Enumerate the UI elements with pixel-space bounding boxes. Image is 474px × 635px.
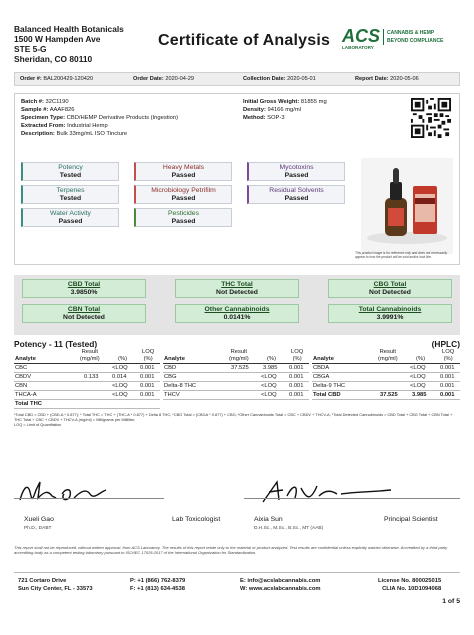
col-result-unit: (mg/ml) (80, 356, 100, 362)
summary-cbg-total (328, 279, 452, 298)
order-date-label: Order Date: (133, 76, 164, 82)
signature-area (14, 478, 460, 540)
pct-cell: 0.014 (112, 374, 127, 380)
pct-cell: <LOQ (261, 374, 277, 380)
table-header (163, 348, 309, 364)
result-cell: 37.525 (380, 392, 398, 398)
test-result: Passed (58, 218, 83, 225)
weight-info (243, 98, 327, 122)
pct-cell: <LOQ (112, 392, 128, 398)
col-result (378, 349, 398, 363)
sample-row (21, 106, 178, 114)
test-result: Tested (59, 195, 82, 202)
summary-value: Not Detected (63, 314, 105, 321)
col-loq (291, 349, 303, 363)
loq-cell: 0.001 (140, 374, 155, 380)
col-analyte: Analyte (15, 356, 36, 362)
logo-laboratory-text: LABORATORY (342, 45, 374, 50)
pct-cell: <LOQ (112, 383, 128, 389)
col-loq-label: LOQ (291, 349, 304, 355)
signer-1-credentials: Ph.D., DABT (24, 526, 52, 531)
potency-method: (HPLC) (431, 339, 460, 349)
sample-info (21, 98, 178, 138)
notes-line-1: *Total CBD = CBD + (CBD-A * 0.877); * Total THC = THC + (THC-A * 0.877) + Delta 8 THC; *CBG Total = (CBGA * 0.877) + CBG; *Other Cannabinoids Total = CBC + CBDV + THCV-A; *Total Detected Cannabinoids = CBD Total + CBG Total + CBN Total + THC Total + CBC + CBDV + THCV-A (mg/ml) = Milligrams per Milliliter, (14, 412, 453, 423)
analyte-cell: CBGA (313, 374, 330, 380)
col-result-label: Result (379, 349, 397, 355)
footer-phone-line[interactable]: P: +1 (866) 762-8379 (130, 578, 186, 584)
order-info-bar (14, 72, 460, 86)
logo-tagline-line-2: BEYOND COMPLIANCE (387, 38, 444, 44)
report-date-label: Report Date: (355, 76, 389, 82)
test-result: Passed (284, 172, 309, 179)
logo-tagline (383, 29, 443, 45)
col-analyte: Analyte (313, 356, 334, 362)
weight-row (243, 98, 327, 106)
loq-cell: 0.001 (289, 374, 304, 380)
col-result-unit: (mg/ml) (229, 356, 249, 362)
pct-cell: 3.985 (263, 365, 278, 371)
col-result-unit: (mg/ml) (378, 356, 398, 362)
signer-2-credentials: D.H.Sc., M.Sc., B.Sc., MT (AAB) (254, 526, 324, 531)
col-result-label: Result (230, 349, 248, 355)
density-row (243, 106, 327, 114)
sample-details-panel (14, 93, 460, 265)
test-result: Passed (171, 172, 196, 179)
summary-name: THC Total (221, 281, 253, 288)
test-microbiology[interactable] (134, 185, 232, 204)
summary-value: Not Detected (369, 289, 411, 296)
analyte-cell: THCA-A (15, 392, 37, 398)
pct-cell: <LOQ (410, 365, 426, 371)
pct-cell: 3.985 (412, 392, 427, 398)
table-row (163, 365, 309, 373)
collection-date (243, 76, 316, 82)
table-row (163, 392, 309, 400)
description-row (21, 130, 178, 138)
loq-cell: 0.001 (440, 383, 455, 389)
summary-value: 0.0141% (223, 314, 251, 321)
col-pct: (%) (118, 356, 128, 362)
client-city: Sheridan, CO 80110 (14, 54, 93, 64)
test-mycotoxins[interactable] (247, 162, 345, 181)
test-name: Terpenes (56, 187, 85, 194)
table-row (14, 392, 160, 400)
order-number-value: BAL200429-120420 (43, 76, 94, 82)
test-name: Potency (58, 164, 83, 171)
test-result: Passed (171, 218, 196, 225)
page-title: Certificate of Analysis (158, 32, 331, 49)
table-row (14, 401, 160, 409)
table-row (14, 374, 160, 382)
summary-name: CBG Total (373, 281, 407, 288)
footer-website-link[interactable]: W: www.acslabcannabis.com (240, 586, 321, 592)
test-result: Passed (284, 195, 309, 202)
summary-cbd-total (22, 279, 146, 298)
footer-contact (240, 577, 321, 593)
footer-address-line-1: 721 Cortaro Drive (18, 578, 67, 584)
signature-xueli-gao (14, 478, 144, 506)
summary-name: Total Cannabinoids (358, 306, 422, 313)
signer-2-title: Principal Scientist (384, 516, 438, 523)
analyte-cell: CBG (164, 374, 177, 380)
analyte-cell: CBN (15, 383, 28, 389)
extracted-row (21, 122, 178, 130)
client-name: Balanced Health Botanicals (14, 24, 124, 34)
result-cell: 0.133 (84, 374, 99, 380)
page-number: 1 of 5 (442, 598, 460, 605)
analyte-cell: CBC (15, 365, 28, 371)
photo-caption: This product image is for reference only and does not necessarily appear to how the product will be sold and/or look like. (355, 251, 448, 259)
table-row (14, 365, 160, 373)
loq-cell: 0.001 (289, 383, 304, 389)
method-value: SOP-3 (267, 115, 285, 121)
footer-address (18, 577, 93, 593)
footer-phone (130, 577, 185, 593)
summary-total-cannabinoids (328, 304, 452, 323)
sample-label: Sample #: (21, 107, 49, 113)
footer-license-number: License No. 800025015 (378, 578, 442, 584)
specimen-value: CBD/HEMP Derivative Products (Ingestion) (66, 115, 179, 121)
pct-cell: <LOQ (261, 392, 277, 398)
disclaimer-text: This report shall not be reproduced, without written approval, from ACS Laboratory. The results of this report relate only to the material or product analyzed. Test results are confidential unless explicitly waived otherwise. Accredited by a third party accrediting body as a competent testing laboratory pursuant to ISO/IEC 17025:2017 of the International Organization for Standardization. (14, 545, 448, 556)
analyte-cell: CBD (164, 365, 177, 371)
calculation-notes (14, 412, 460, 428)
weight-value: 81855 mg (300, 99, 327, 105)
test-result: Passed (171, 195, 196, 202)
footer-license (378, 577, 441, 593)
analyte-cell: CBDA (313, 365, 330, 371)
test-name: Residual Solvents (269, 187, 324, 194)
signer-1-name: Xueli Gao (24, 516, 54, 523)
collection-date-label: Collection Date: (243, 76, 286, 82)
col-result-label: Result (81, 349, 99, 355)
test-name: Microbiology Petrifilm (151, 187, 216, 194)
method-label: Method: (243, 115, 266, 121)
table-row (312, 365, 460, 373)
table-row (312, 392, 460, 400)
col-pct: (%) (267, 356, 277, 362)
acs-logo (342, 28, 462, 52)
test-name: Mycotoxins (279, 164, 314, 171)
test-water-activity[interactable] (21, 208, 119, 227)
extracted-label: Extracted From: (21, 123, 66, 129)
pct-cell: <LOQ (112, 365, 128, 371)
col-loq-unit: (%) (292, 356, 302, 362)
specimen-label: Specimen Type: (21, 115, 66, 121)
potency-title: Potency - 11 (Tested) (14, 339, 98, 349)
col-loq (442, 349, 454, 363)
table-row (163, 383, 309, 391)
description-value: Bulk 33mg/mL ISO Tincture (56, 131, 128, 137)
order-date-value: 2020-04-29 (165, 76, 194, 82)
test-name: Water Activity (50, 210, 91, 217)
analyte-cell: Total CBD (313, 392, 341, 398)
col-analyte: Analyte (164, 356, 185, 362)
col-loq-unit: (%) (143, 356, 153, 362)
test-name: Heavy Metals (162, 164, 205, 171)
pct-cell: <LOQ (410, 374, 426, 380)
logo-acs-text: ACS (342, 26, 381, 46)
test-residual-solvents[interactable] (247, 185, 345, 204)
client-address-line-1: 1500 W Hampden Ave (14, 34, 101, 44)
table-row (312, 383, 460, 391)
client-address-line-2: STE 5-G (14, 44, 47, 54)
order-date (133, 76, 194, 82)
analyte-cell: Delta-9 THC (313, 383, 346, 389)
signature-line-1 (14, 498, 164, 499)
analyte-cell: CBDV (15, 374, 32, 380)
summary-cbn-total (22, 304, 146, 323)
loq-cell: 0.001 (440, 365, 455, 371)
col-loq-label: LOQ (442, 349, 455, 355)
footer-email-link[interactable]: E: info@acslabcannabis.com (240, 578, 321, 584)
test-potency[interactable] (21, 162, 119, 181)
pct-cell: <LOQ (261, 383, 277, 389)
result-cell: 37.525 (231, 365, 249, 371)
summary-name: CBN Total (67, 306, 101, 313)
order-number (20, 76, 93, 82)
footer-fax-line: F: +1 (813) 634-4538 (130, 586, 185, 592)
client-address-block (14, 24, 124, 64)
analyte-cell: Delta-8 THC (164, 383, 197, 389)
qr-code-icon[interactable] (411, 98, 451, 138)
loq-cell: 0.001 (140, 383, 155, 389)
report-header (0, 0, 474, 70)
col-loq-unit: (%) (443, 356, 453, 362)
extracted-value: Industrial Hemp (67, 123, 108, 129)
footer (14, 572, 460, 596)
report-date-value: 2020-05-06 (390, 76, 419, 82)
cannabinoid-summary (14, 275, 460, 335)
analyte-cell: Total THC (15, 401, 42, 407)
table-header (14, 348, 160, 364)
footer-clia-number: CLIA No. 10D1094068 (382, 586, 442, 592)
test-heavy-metals[interactable] (134, 162, 232, 181)
density-value: 94166 mg/ml (267, 107, 302, 113)
summary-other-cannabinoids (175, 304, 299, 323)
report-date (355, 76, 419, 82)
loq-cell: 0.001 (289, 392, 304, 398)
batch-row (21, 98, 178, 106)
product-photo (361, 158, 453, 254)
loq-cell: 0.001 (289, 365, 304, 371)
footer-address-line-2: Sun City Center, FL - 33573 (18, 586, 93, 592)
table-header (312, 348, 460, 364)
batch-label: Batch #: (21, 99, 44, 105)
test-result: Tested (59, 172, 82, 179)
signature-aixia-sun (259, 478, 399, 506)
summary-name: Other Cannabinoids (204, 306, 270, 313)
weight-label: Initial Gross Weight: (243, 99, 300, 105)
col-result (229, 349, 249, 363)
signer-2-name: Aixia Sun (254, 516, 283, 523)
col-loq (142, 349, 154, 363)
loq-cell: 0.001 (440, 392, 455, 398)
summary-value: Not Detected (216, 289, 258, 296)
summary-name: CBD Total (67, 281, 101, 288)
loq-cell: 0.001 (440, 374, 455, 380)
sample-value: AAAF826 (49, 107, 75, 113)
test-name: Pesticides (168, 210, 199, 217)
summary-value: 3.9850% (70, 289, 98, 296)
table-row (14, 383, 160, 391)
method-row (243, 114, 327, 122)
col-pct: (%) (416, 356, 426, 362)
pct-cell: <LOQ (410, 383, 426, 389)
notes-line-2: LOQ = Limit of Quantitation (14, 422, 62, 428)
batch-value: 32C1190 (45, 99, 69, 105)
description-label: Description: (21, 131, 55, 137)
order-number-label: Order #: (20, 76, 42, 82)
signer-1-title: Lab Toxicologist (172, 516, 221, 523)
density-label: Density: (243, 107, 266, 113)
summary-thc-total (175, 279, 299, 298)
col-result (80, 349, 100, 363)
col-loq-label: LOQ (142, 349, 155, 355)
test-terpenes[interactable] (21, 185, 119, 204)
logo-tagline-line-1: CANNABIS & HEMP (387, 30, 435, 36)
test-pesticides[interactable] (134, 208, 232, 227)
table-row (163, 374, 309, 382)
signature-line-2 (244, 498, 460, 499)
loq-cell: 0.001 (140, 365, 155, 371)
specimen-row (21, 114, 178, 122)
summary-value: 3.9991% (376, 314, 404, 321)
collection-date-value: 2020-05-01 (287, 76, 316, 82)
loq-cell: 0.001 (140, 392, 155, 398)
analyte-cell: THCV (164, 392, 180, 398)
table-row (312, 374, 460, 382)
